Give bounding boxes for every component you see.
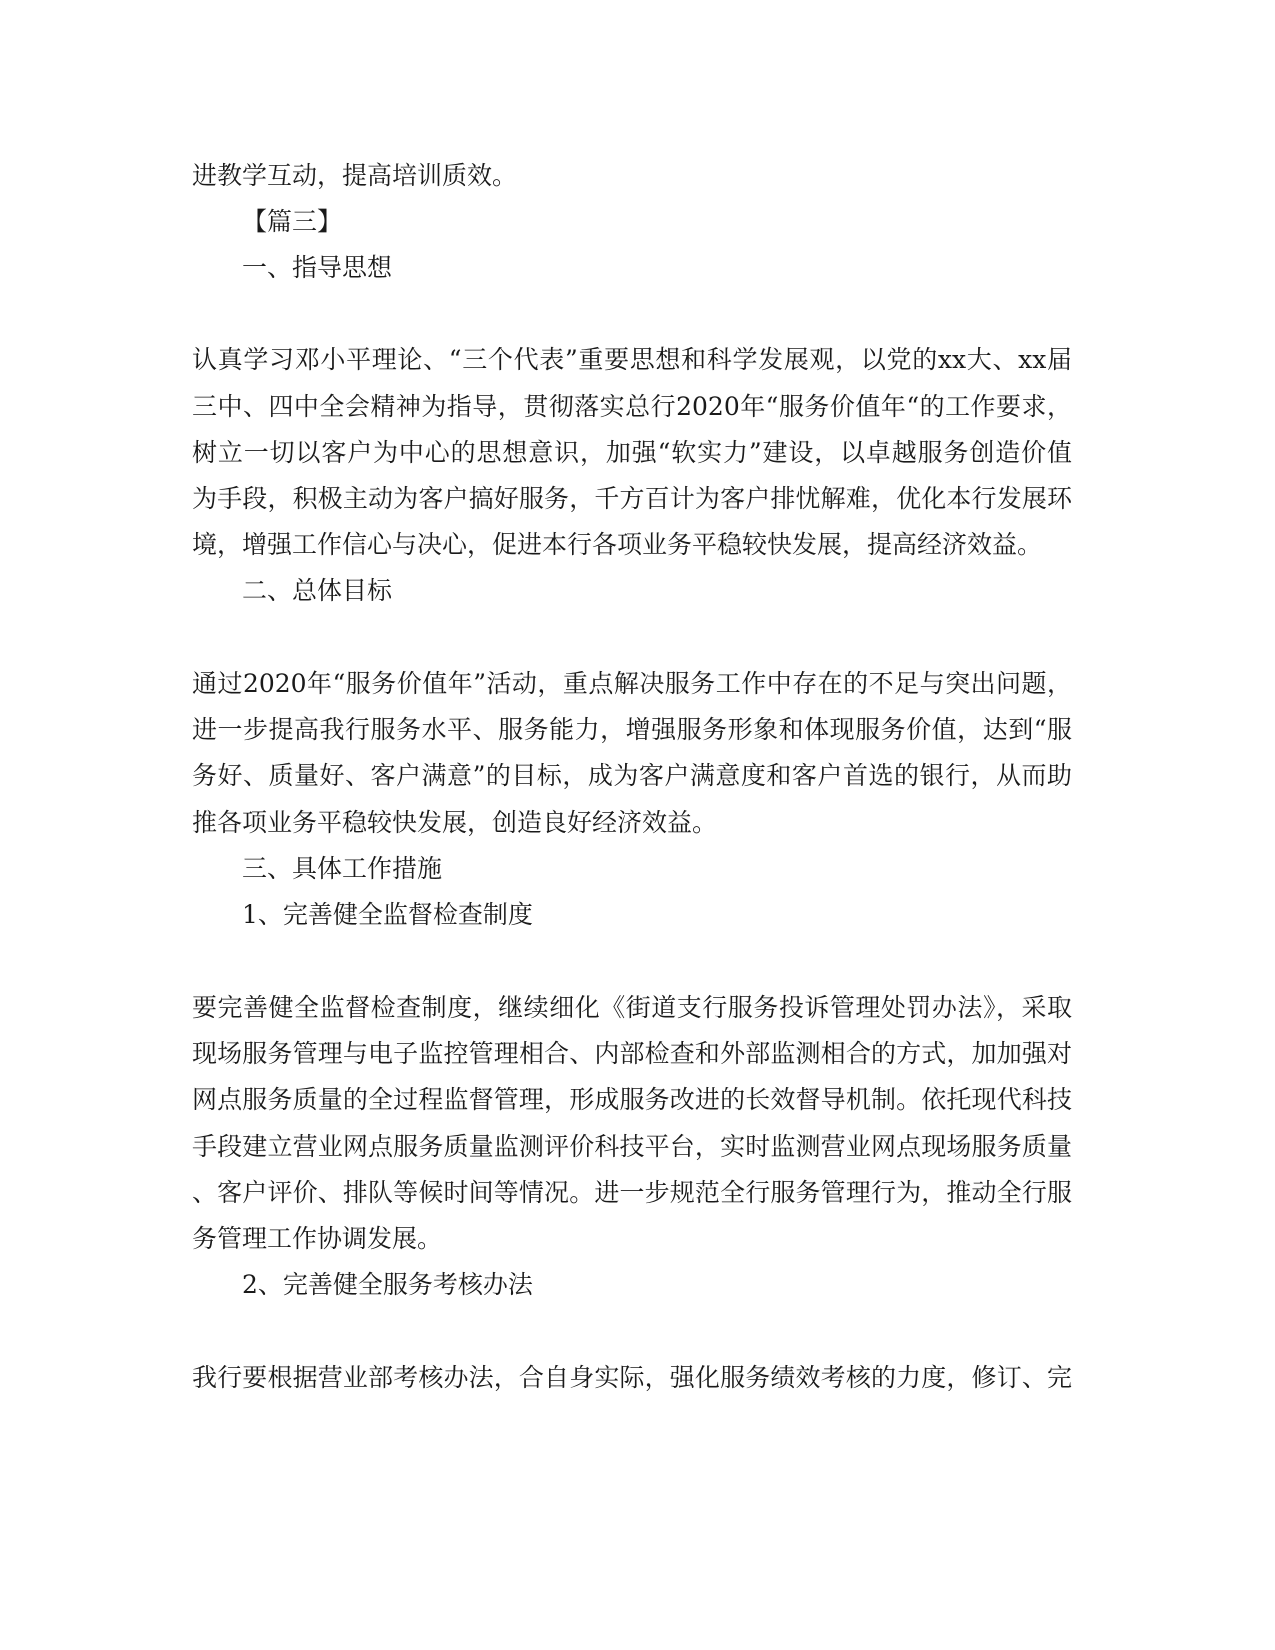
text-line: 、客户评价、排队等候时间等情况。进一步规范全行服务管理行为，推动全行服 [192, 1178, 1072, 1207]
text-line: 进一步提高我行服务水平、服务能力，增强服务形象和体现服务价值，达到“服 [192, 715, 1072, 744]
text-line: 务好、质量好、客户满意”的目标，成为客户满意度和客户首选的银行，从而助 [192, 761, 1072, 790]
text-line: 通过2020年“服务价值年”活动，重点解决服务工作中存在的不足与突出问题， [192, 669, 1072, 698]
section-heading: 二、总体目标 [242, 576, 393, 605]
text-line: 务管理工作协调发展。 [192, 1224, 443, 1253]
text-line: 要完善健全监督检查制度，继续细化《街道支行服务投诉管理处罚办法》，采取 [192, 993, 1072, 1022]
text-line: 认真学习邓小平理论、“三个代表”重要思想和科学发展观，以党的xx大、xx届 [192, 345, 1072, 374]
text-line: 境，增强工作信心与决心，促进本行各项业务平稳较快发展，提高经济效益。 [192, 530, 1043, 559]
text-line: 进教学互动，提高培训质效。 [192, 161, 518, 190]
text-line: 推各项业务平稳较快发展，创造良好经济效益。 [192, 808, 718, 837]
text-line: 手段建立营业网点服务质量监测评价科技平台，实时监测营业网点现场服务质量 [192, 1132, 1072, 1161]
text-line: 现场服务管理与电子监控管理相合、内部检查和外部监测相合的方式，加加强对 [192, 1039, 1072, 1068]
subsection-heading: 1、完善健全监督检查制度 [242, 900, 533, 929]
text-line: 三中、四中全会精神为指导，贯彻落实总行2020年“服务价值年“的工作要求， [192, 392, 1072, 421]
section-heading: 三、具体工作措施 [242, 854, 443, 883]
text-line: 我行要根据营业部考核办法，合自身实际，强化服务绩效考核的力度，修订、完 [192, 1363, 1072, 1392]
section-heading: 【篇三】 [242, 207, 343, 236]
subsection-heading: 2、完善健全服务考核办法 [242, 1270, 533, 1299]
text-line: 网点服务质量的全过程监督管理，形成服务改进的长效督导机制。依托现代科技 [192, 1085, 1072, 1114]
text-line: 树立一切以客户为中心的思想意识，加强“软实力”建设，以卓越服务创造价值 [192, 438, 1072, 467]
text-line: 为手段，积极主动为客户搞好服务，千方百计为客户排忧解难，优化本行发展环 [192, 484, 1072, 513]
section-heading: 一、指导思想 [242, 253, 393, 282]
